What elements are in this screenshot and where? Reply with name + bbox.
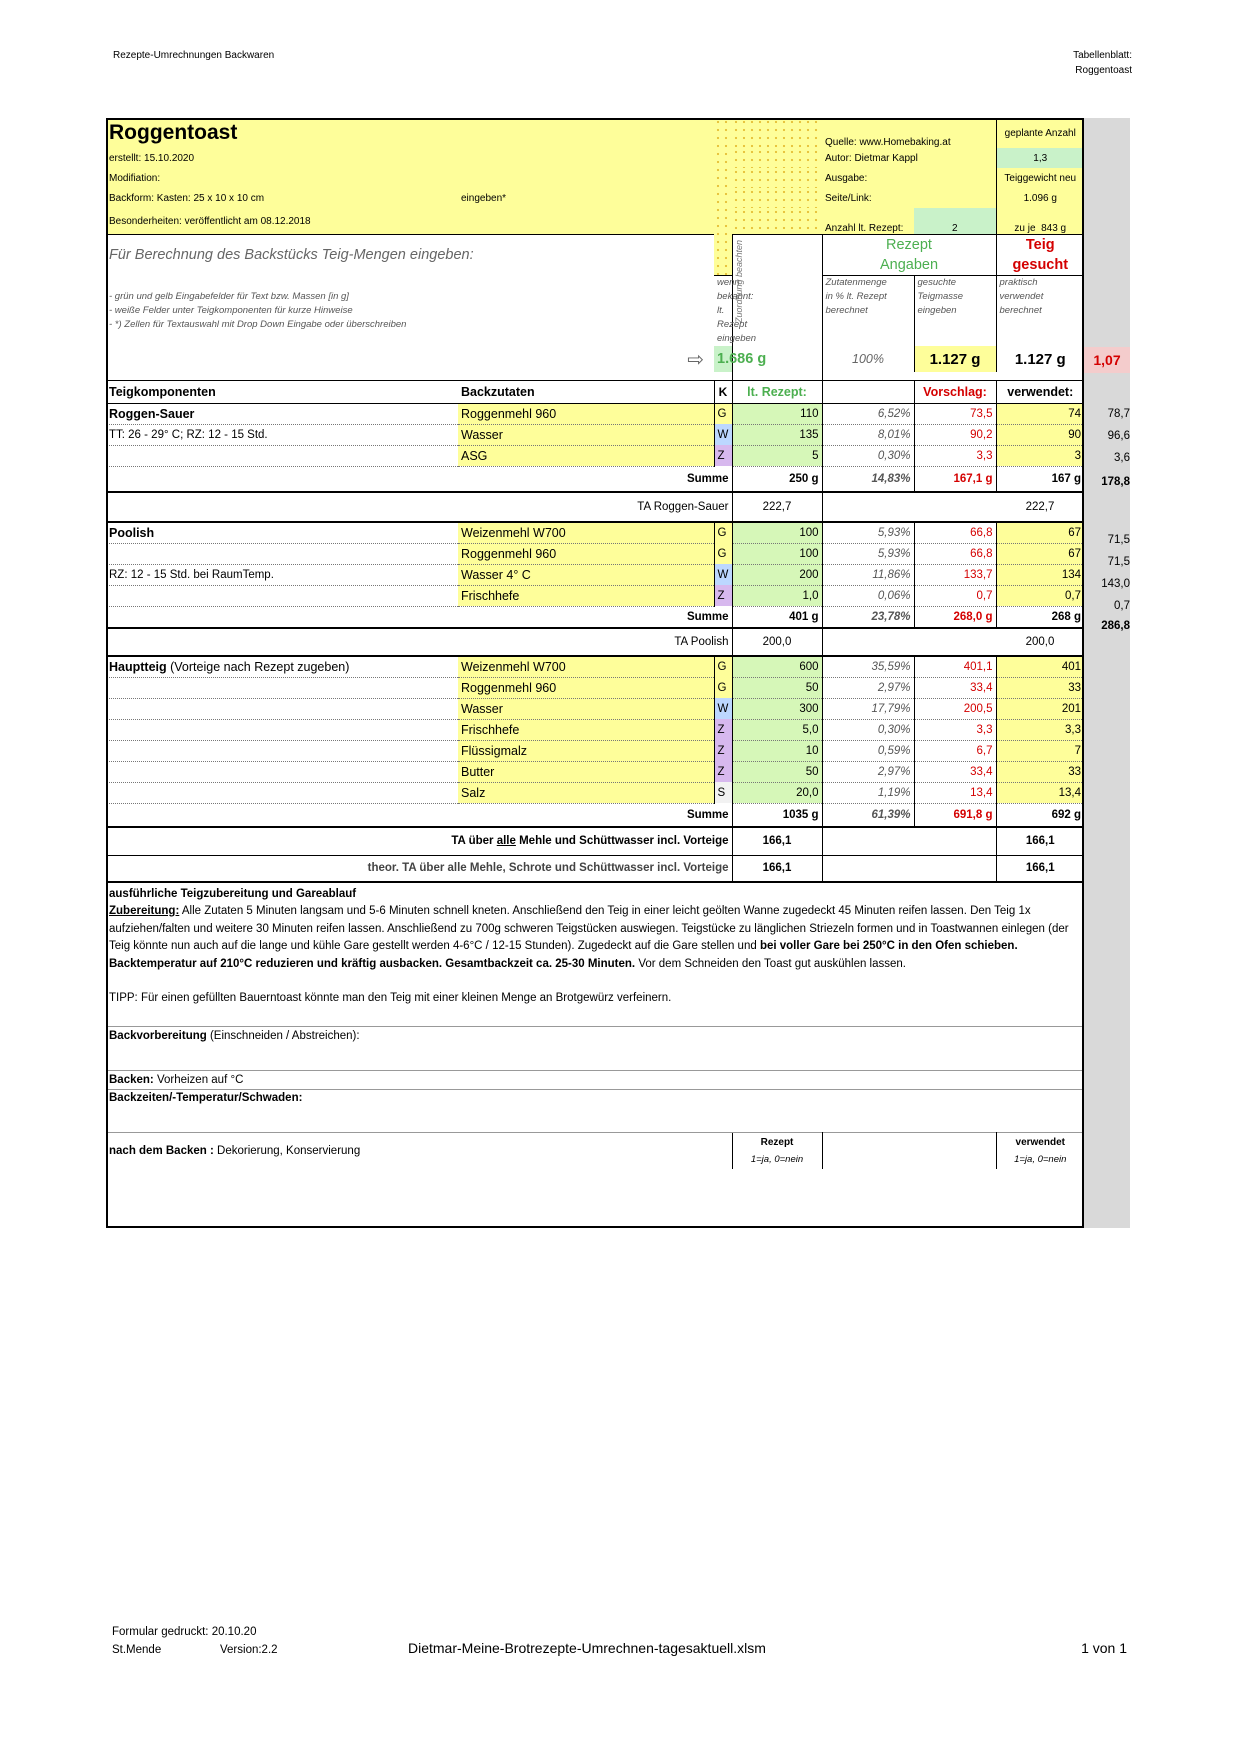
recipe-amount[interactable]: 5,0 — [732, 719, 822, 740]
recipe-amount[interactable]: 100 — [732, 543, 822, 564]
percent-value: 0,59% — [822, 740, 914, 761]
process-heading: ausführliche Teigzubereitung und Gareablauf — [109, 887, 357, 900]
teig-label: Teig — [1025, 237, 1055, 253]
sub3-line1: gesuchte — [917, 277, 957, 288]
after-bake-field[interactable] — [106, 1132, 732, 1169]
process-text — [109, 903, 1081, 973]
used-value[interactable]: 67 — [996, 522, 1084, 544]
total-teig-input[interactable]: 1.127 g — [914, 346, 996, 372]
prep-text-1: Alle Zutaten 5 Minuten langsam und 5-6 Minuten schnell kneten. Anschließend den Teig in einer leicht geölten Wanne zugedeckt 45 Minuten reifen lassen. Den Teig 1x aufziehen/falten und weitere 30 Minuten reifen lassen. Anschließend zu 700g schweren Teigstücken auswiegen. Teigstücke zu länglichen Striezeln formen und in Toastwannen einlegen (der Teig könnte nun auch auf die lange und kühle Gare gestellt werden 4-6°C / 12-15 Stunden). Zugedeckt auf die Gare stellen und — [109, 905, 1069, 952]
suggested-value: 0,7 — [914, 585, 996, 606]
sum-suggested: 691,8 g — [914, 803, 996, 827]
planned-label: geplante Anzahl — [996, 118, 1084, 148]
recipe-amount[interactable]: 50 — [732, 677, 822, 698]
factor-value: 1,07 — [1084, 347, 1130, 373]
suggested-value: 6,7 — [914, 740, 996, 761]
sum-recipe: 250 g — [732, 466, 822, 492]
poolish-name[interactable]: Poolish — [106, 522, 458, 544]
sum-percent: 61,39% — [822, 803, 914, 827]
k-code[interactable]: S — [714, 782, 732, 803]
percent-value: 11,86% — [822, 564, 914, 585]
sum-suggested: 268,0 g — [914, 606, 996, 628]
count-value[interactable]: 2 — [914, 208, 996, 235]
angaben-label: Angaben — [879, 257, 939, 273]
created-field[interactable]: erstellt: 15.10.2020 — [106, 148, 458, 168]
col-header-used: verwendet: — [996, 380, 1084, 403]
footer-version: Version:2.2 — [220, 1644, 278, 1656]
bake-field[interactable] — [106, 1070, 1084, 1089]
page-field[interactable]: Seite/Link: — [822, 188, 996, 208]
ta-sauer-recipe: 222,7 — [732, 492, 822, 522]
ta-all-recipe: 166,1 — [732, 827, 822, 856]
ingredient-name[interactable]: Wasser — [458, 698, 714, 719]
instruction-line-1: - grün und gelb Eingabefelder für Text bzw. Massen [in g] — [109, 290, 349, 302]
sub3-line2: Teigmasse — [917, 291, 964, 302]
weight-label: Teiggewicht neu — [996, 168, 1084, 188]
source-field[interactable]: Quelle: www.Homebaking.at — [822, 118, 996, 148]
col-header-recipe: lt. Rezept: — [732, 380, 822, 403]
arrow-icon: ⇨ — [687, 348, 704, 371]
footer-author: St.Mende — [112, 1644, 162, 1656]
after-bake-used[interactable] — [996, 1132, 1084, 1169]
percent-value: 35,59% — [822, 656, 914, 678]
ingredient-name[interactable]: Roggenmehl 960 — [458, 543, 714, 564]
recipe-amount[interactable]: 10 — [732, 740, 822, 761]
sum-suggested: 167,1 g — [914, 466, 996, 492]
percent-value: 2,97% — [822, 761, 914, 782]
zu-je — [996, 208, 1084, 235]
ext-poolish-3: 143,0 — [1101, 578, 1130, 590]
ingredient-name[interactable]: Wasser — [458, 424, 714, 445]
ingredient-name[interactable]: Frischhefe — [458, 719, 714, 740]
percent-value: 17,79% — [822, 698, 914, 719]
suggested-value: 3,3 — [914, 719, 996, 740]
used-value[interactable]: 3,3 — [996, 719, 1084, 740]
tip-text: TIPP: Für einen gefüllten Bauerntoast könnte man den Teig mit einer kleinen Menge an Brotgewürz verfeinern. — [109, 992, 672, 1004]
bake-bold: Backen: — [109, 1073, 154, 1086]
suggested-value: 200,5 — [914, 698, 996, 719]
sub4-line3: berechnet — [999, 305, 1042, 316]
k-code[interactable]: Z — [714, 719, 732, 740]
subheader-used — [996, 276, 1084, 347]
planned-value[interactable]: 1,3 — [996, 148, 1084, 168]
k-code[interactable]: G — [714, 677, 732, 698]
sum-recipe: 1035 g — [732, 803, 822, 827]
recipe-amount[interactable]: 50 — [732, 761, 822, 782]
instruction-line-3: - *) Zellen für Textauswahl mit Drop Down Eingabe oder überschreiben — [109, 318, 407, 330]
k-code[interactable]: W — [714, 424, 732, 445]
zu-je-value: 843 g — [1041, 223, 1067, 234]
sheet-name: Roggentoast — [1075, 65, 1132, 76]
ext-sauer-1: 78,7 — [1107, 408, 1130, 420]
recipe-amount[interactable]: 200 — [732, 564, 822, 585]
prebake-rest: (Einschneiden / Abstreichen): — [206, 1029, 360, 1042]
recipe-amount[interactable]: 600 — [732, 656, 822, 678]
hauptteig-name[interactable] — [106, 656, 458, 678]
modification-field[interactable]: Modifiation: — [106, 168, 458, 188]
k-code[interactable]: Z — [714, 445, 732, 466]
col-header-ingredients: Backzutaten — [458, 380, 714, 403]
instruction-heading: Für Berechnung des Backstücks Teig-Mengen eingeben: — [106, 235, 714, 276]
ingredient-name[interactable]: Frischhefe — [458, 585, 714, 606]
used-value[interactable]: 67 — [996, 543, 1084, 564]
ta-all-post: Mehle und Schüttwasser incl. Vorteige — [515, 835, 729, 847]
ta-poolish-label: TA Poolish — [106, 628, 732, 656]
col-header-k: K — [714, 380, 732, 403]
ingredient-name[interactable]: Roggenmehl 960 — [458, 403, 714, 424]
total-percent: 100% — [822, 346, 914, 372]
recipe-amount[interactable]: 110 — [732, 403, 822, 424]
after-bake-recipe[interactable] — [732, 1132, 822, 1169]
ext-poolish-2: 71,5 — [1107, 556, 1130, 568]
used-value[interactable]: 201 — [996, 698, 1084, 719]
percent-value: 2,97% — [822, 677, 914, 698]
after-bake-rest: Dekorierung, Konservierung — [213, 1144, 361, 1157]
ta-sauer-used: 222,7 — [996, 492, 1084, 522]
k-code[interactable]: W — [714, 698, 732, 719]
recipe-amount[interactable]: 20,0 — [732, 782, 822, 803]
ingredient-name[interactable]: Weizenmehl W700 — [458, 656, 714, 678]
recipe-amount[interactable]: 300 — [732, 698, 822, 719]
instruction-lines — [106, 276, 714, 347]
sum-label: Summe — [458, 606, 732, 628]
side-gray-column — [1084, 118, 1130, 1228]
after-jn2: 1=ja, 0=nein — [1014, 1153, 1067, 1165]
header-left: Rezepte-Umrechnungen Backwaren — [113, 50, 275, 61]
sum-used: 268 g — [996, 606, 1084, 628]
recipe-amount[interactable]: 135 — [732, 424, 822, 445]
form-field[interactable]: Backform: Kasten: 25 x 10 x 10 cm — [106, 188, 458, 208]
footer-filename: Dietmar-Meine-Brotrezepte-Umrechnen-tagesaktuell.xlsm — [408, 1640, 766, 1656]
ta-all-underlined: alle — [496, 835, 516, 847]
prep-text-2: Vor dem Schneiden den Toast gut auskühlen lassen. — [635, 957, 906, 970]
used-value[interactable]: 401 — [996, 656, 1084, 678]
footer-page: 1 von 1 — [1081, 1640, 1127, 1656]
zu-je-label: zu je — [1014, 223, 1036, 234]
percent-value: 0,30% — [822, 445, 914, 466]
ta-theor-label: theor. TA über alle Mehle, Schrote und Schüttwasser incl. Vorteige — [106, 855, 732, 882]
percent-value: 6,52% — [822, 403, 914, 424]
sheet-label: Tabellenblatt: — [1073, 50, 1132, 61]
ingredient-name[interactable]: ASG — [458, 445, 714, 466]
recipe-sheet — [106, 118, 1084, 1169]
sum-label: Summe — [458, 803, 732, 827]
sub1-line2: Rezept eingeben — [717, 319, 757, 344]
total-used: 1.127 g — [996, 346, 1084, 372]
ext-sauer-2: 96,6 — [1107, 430, 1130, 442]
sum-percent: 23,78% — [822, 606, 914, 628]
teig-gesucht-header — [996, 235, 1084, 276]
sub2-line1: Zutatenmenge — [825, 277, 887, 288]
sub4-line1: praktisch — [999, 277, 1038, 288]
count-label: Anzahl lt. Rezept: — [822, 208, 914, 235]
hauptteig-bold: Hauptteig — [109, 659, 167, 674]
bake-rest: Vorheizen auf °C — [153, 1073, 244, 1086]
sum-recipe: 401 g — [732, 606, 822, 628]
hauptteig-rest: (Vorteige nach Rezept zugeben) — [166, 659, 350, 674]
suggested-value: 13,4 — [914, 782, 996, 803]
prep-text-bold: bei voller Gare bei 250°C in den Ofen schieben. Backtemperatur auf 210°C reduzieren und kräftig ausbacken. Gesamtbackzeit ca. 25-30 Minuten. — [109, 940, 1018, 970]
rezept-angaben-header — [822, 235, 996, 276]
k-code[interactable]: W — [714, 564, 732, 585]
assignment-note — [732, 235, 822, 381]
prebake-bold: Backvorbereitung — [109, 1029, 207, 1042]
k-code[interactable]: Z — [714, 585, 732, 606]
ext-sauer-sum: 178,8 — [1101, 476, 1130, 488]
col-header-components: Teigkomponenten — [106, 380, 458, 403]
percent-value: 5,93% — [822, 522, 914, 544]
ingredient-name[interactable]: Salz — [458, 782, 714, 803]
author-field[interactable]: Autor: Dietmar Kappl — [822, 148, 996, 168]
total-recipe: 1.686 g — [714, 346, 732, 372]
sum-percent: 14,83% — [822, 466, 914, 492]
poolish-note[interactable]: RZ: 12 - 15 Std. bei RaumTemp. — [106, 564, 458, 585]
suggested-value: 33,4 — [914, 761, 996, 782]
ta-sauer-label: TA Roggen-Sauer — [106, 492, 732, 522]
ta-all-label — [106, 827, 732, 856]
sum-label: Summe — [458, 466, 732, 492]
special-field[interactable]: Besonderheiten: veröffentlicht am 08.12.2018 — [106, 208, 458, 235]
assignment-note-text: Zuordnung beachten — [733, 239, 744, 323]
ext-poolish-1: 71,5 — [1107, 534, 1130, 546]
after-jn1: 1=ja, 0=nein — [750, 1153, 804, 1165]
weight-value: 1.096 g — [996, 188, 1084, 208]
gesucht-label: gesucht — [1012, 257, 1069, 273]
subheader-percent — [822, 276, 914, 347]
ingredient-name[interactable]: Flüssigmalz — [458, 740, 714, 761]
used-value[interactable]: 134 — [996, 564, 1084, 585]
suggested-value: 73,5 — [914, 403, 996, 424]
sauer-name[interactable]: Roggen-Sauer — [106, 403, 458, 424]
ingredient-name[interactable]: Wasser 4° C — [458, 564, 714, 585]
ingredient-name[interactable]: Butter — [458, 761, 714, 782]
process-section[interactable] — [106, 882, 1084, 1027]
used-value[interactable]: 0,7 — [996, 585, 1084, 606]
subheader-teig — [914, 276, 996, 347]
percent-value: 5,93% — [822, 543, 914, 564]
used-value[interactable]: 7 — [996, 740, 1084, 761]
ext-poolish-4: 0,7 — [1114, 600, 1130, 612]
suggested-value: 3,3 — [914, 445, 996, 466]
used-value[interactable]: 3 — [996, 445, 1084, 466]
k-code[interactable]: G — [714, 403, 732, 424]
bake-time-field[interactable]: Backzeiten/-Temperatur/Schwaden: — [106, 1089, 1084, 1132]
recipe-amount[interactable]: 100 — [732, 522, 822, 544]
percent-value: 0,30% — [822, 719, 914, 740]
header-right — [1073, 48, 1132, 78]
after-rezept-label: Rezept — [760, 1136, 794, 1148]
col-header-suggestion: Vorschlag: — [914, 380, 996, 403]
sub2-line2: in % lt. Rezept — [825, 291, 887, 302]
ext-poolish-sum: 286,8 — [1101, 620, 1130, 632]
prep-label: Zubereitung: — [109, 905, 180, 917]
k-code[interactable]: G — [714, 522, 732, 544]
recipe-amount[interactable]: 5 — [732, 445, 822, 466]
k-code[interactable]: G — [714, 656, 732, 678]
percent-value: 1,19% — [822, 782, 914, 803]
suggested-value: 401,1 — [914, 656, 996, 678]
k-code[interactable]: Z — [714, 740, 732, 761]
ingredient-name[interactable]: Weizenmehl W700 — [458, 522, 714, 544]
sub3-line3: eingeben — [917, 305, 957, 316]
used-value[interactable]: 33 — [996, 761, 1084, 782]
ta-all-used: 166,1 — [996, 827, 1084, 856]
form-input-hint[interactable]: eingeben* — [458, 188, 714, 208]
suggested-value: 66,8 — [914, 543, 996, 564]
sub4-line2: verwendet — [999, 291, 1044, 302]
sum-used: 167 g — [996, 466, 1084, 492]
recipe-amount[interactable]: 1,0 — [732, 585, 822, 606]
instruction-line-2: - weiße Felder unter Teigkomponenten für kurze Hinweise — [109, 304, 353, 316]
ta-poolish-used: 200,0 — [996, 628, 1084, 656]
after-bake-bold: nach dem Backen : — [109, 1144, 214, 1157]
ta-theor-recipe: 166,1 — [732, 855, 822, 882]
dotted-area — [714, 118, 732, 276]
ta-theor-used: 166,1 — [996, 855, 1084, 882]
footer-printed: Formular gedruckt: 20.10.20 — [112, 1626, 257, 1638]
edition-field[interactable]: Ausgabe: — [822, 168, 996, 188]
sum-used: 692 g — [996, 803, 1084, 827]
used-value[interactable]: 33 — [996, 677, 1084, 698]
used-value[interactable]: 74 — [996, 403, 1084, 424]
rezept-label: Rezept — [886, 237, 932, 253]
ingredient-name[interactable]: Roggenmehl 960 — [458, 677, 714, 698]
sub1-line1: wenn bekannt: lt. — [717, 277, 754, 316]
after-verwendet-label: verwendet — [1015, 1136, 1065, 1148]
suggested-value: 66,8 — [914, 522, 996, 544]
percent-value: 8,01% — [822, 424, 914, 445]
prebake-field[interactable] — [106, 1026, 1084, 1070]
k-code[interactable]: G — [714, 543, 732, 564]
ta-poolish-recipe: 200,0 — [732, 628, 822, 656]
used-value[interactable]: 13,4 — [996, 782, 1084, 803]
sub2-line3: berechnet — [825, 305, 868, 316]
suggested-value: 33,4 — [914, 677, 996, 698]
sauer-note[interactable]: TT: 26 - 29° C; RZ: 12 - 15 Std. — [106, 424, 458, 445]
suggested-value: 90,2 — [914, 424, 996, 445]
ta-all-pre: TA über — [451, 835, 497, 847]
ext-sauer-3: 3,6 — [1114, 452, 1130, 464]
used-value[interactable]: 90 — [996, 424, 1084, 445]
percent-value: 0,06% — [822, 585, 914, 606]
suggested-value: 133,7 — [914, 564, 996, 585]
recipe-title[interactable]: Roggentoast — [106, 118, 458, 148]
k-code[interactable]: Z — [714, 761, 732, 782]
